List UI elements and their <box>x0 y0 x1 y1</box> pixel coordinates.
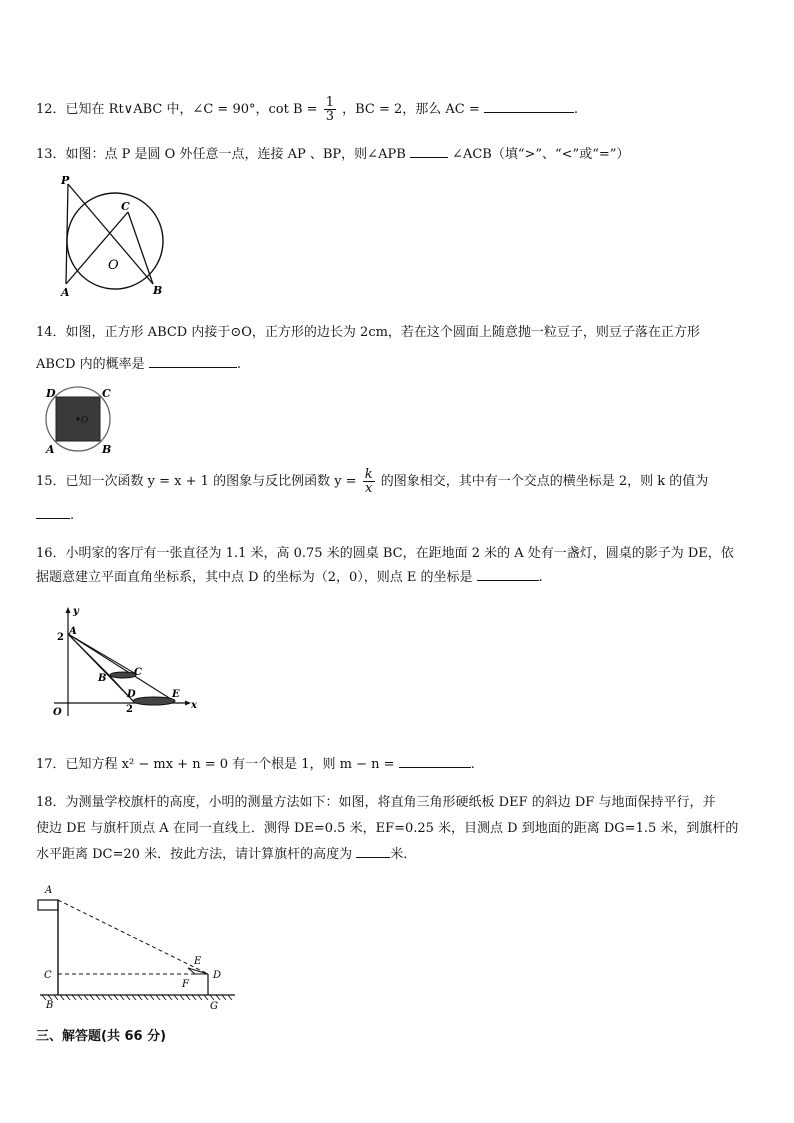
q14-end: . <box>236 357 241 372</box>
q15-frac-den: x <box>364 481 373 496</box>
q15-line-2 <box>36 505 760 525</box>
q12-answer-blank[interactable] <box>484 99 574 113</box>
q14-line-2: ABCD 内的概率是 <box>36 357 145 372</box>
q16-line-2: 据题意建立平面直角坐标系，其中点 D 的坐标为（2，0），则点 E 的坐标是 <box>36 570 473 585</box>
q16-label-y: y <box>73 606 79 617</box>
question-15 <box>36 468 760 525</box>
q16-label-b: B <box>98 673 107 684</box>
q15-text-2: 的图象相交，其中有一个交点的横坐标是 2，则 k 的值为 <box>380 474 709 489</box>
q14-figure <box>40 382 120 458</box>
q16-line-1: 16．小明家的客厅有一张直径为 1.1 米，高 0.75 米的圆桌 BC，在距地面 2 米的 A 处有一盏灯，圆桌的影子为 DE，依 <box>36 546 734 561</box>
q18-label-d: D <box>213 970 222 981</box>
q14-line-1: 14．如图，正方形 ABCD 内接于⊙O，正方形的边长为 2cm，若在这个圆面上随意抛一粒豆子，则豆子落在正方形 <box>36 325 700 340</box>
q15-frac-num: k <box>364 467 373 482</box>
q16-end: . <box>538 570 543 585</box>
q16-label-c: C <box>134 667 142 678</box>
question-13 <box>36 144 760 164</box>
q16-label-x: x <box>191 700 197 711</box>
q14-label-c: C <box>102 387 111 400</box>
q12-frac-num: 1 <box>325 95 334 110</box>
q17-end: . <box>470 757 475 772</box>
q14-line-2-wrap <box>36 354 760 374</box>
q13-label-p: P <box>61 174 70 187</box>
q18-label-b: B <box>46 1000 54 1011</box>
q14-answer-blank[interactable] <box>149 354 237 368</box>
q13-figure <box>55 172 180 300</box>
section-3-heading: 三、解答题(共 66 分) <box>36 1029 167 1044</box>
q13-label-a: A <box>61 286 70 299</box>
q14-label-b: B <box>102 443 112 456</box>
q18-line-3: 水平距离 DC=20 米．按此方法，请计算旗杆的高度为 <box>36 847 353 862</box>
q13-label-o: O <box>108 258 119 273</box>
q16-label-2x: 2 <box>126 704 133 715</box>
q12-fraction <box>324 96 336 123</box>
q18-end: 米． <box>390 847 417 862</box>
q18-line-2: 使边 DE 与旗杆顶点 A 在同一直线上．测得 DE=0.5 米，EF=0.25 米，目测点 D 到地面的距离 DG=1.5 米，到旗杆的 <box>36 821 739 836</box>
q16-line-2-wrap <box>36 566 760 590</box>
question-17 <box>36 754 760 774</box>
q12-text-2: ，BC = 2，那么 AC = <box>342 102 480 117</box>
q12-frac-den: 3 <box>325 109 334 124</box>
q18-label-g: G <box>210 1001 218 1012</box>
q15-line-1 <box>36 468 760 495</box>
q18-line-1: 18．为测量学校旗杆的高度，小明的测量方法如下：如图，将直角三角形硬纸板 DEF 的斜边 DF 与地面保持平行，并 <box>36 795 716 810</box>
q16-label-d: D <box>127 689 136 700</box>
q16-label-o: O <box>53 707 62 718</box>
q12-text: 12．已知在 Rt∨ABC 中，∠C = 90°，cot B = <box>36 102 318 117</box>
q13-label-c: C <box>121 200 130 213</box>
q15-text: 15．已知一次函数 y = x + 1 的图象与反比例函数 y = <box>36 474 357 489</box>
q18-label-e: E <box>194 956 202 967</box>
q14-label-o: O <box>81 416 89 426</box>
q18-figure <box>30 882 240 1014</box>
q13-text: 13．如图：点 P 是圆 O 外任意一点，连接 AP 、BP，则∠APB <box>36 147 406 162</box>
q18-label-a: A <box>45 885 53 896</box>
q16-label-e: E <box>172 689 180 700</box>
q17-answer-blank[interactable] <box>399 754 471 768</box>
q14-label-d: D <box>46 387 56 400</box>
q17-text: 17．已知方程 x² − mx + n = 0 有一个根是 1，则 m − n = <box>36 757 395 772</box>
q13-text-2: ∠ACB（填“>”、“<”或“=”） <box>452 147 630 162</box>
question-18 <box>36 790 760 868</box>
question-12 <box>36 96 760 123</box>
q18-label-f: F <box>182 979 189 990</box>
q18-answer-blank[interactable] <box>356 844 390 858</box>
q18-ground-hatch <box>42 995 232 1000</box>
q16-answer-blank[interactable] <box>477 567 539 581</box>
q16-label-a: A <box>69 626 77 637</box>
q15-fraction <box>363 468 375 495</box>
q15-answer-blank[interactable] <box>36 505 70 519</box>
q16-label-2y: 2 <box>57 632 64 643</box>
q12-end: . <box>573 102 579 117</box>
question-16 <box>36 542 760 590</box>
q13-label-b: B <box>153 284 163 297</box>
q15-end: . <box>70 508 75 523</box>
q13-answer-blank[interactable] <box>410 144 448 158</box>
q18-line-3-wrap <box>36 842 760 868</box>
q16-figure <box>48 604 198 719</box>
q14-label-a: A <box>46 443 55 456</box>
q18-label-c: C <box>44 970 52 981</box>
question-14 <box>36 324 760 374</box>
